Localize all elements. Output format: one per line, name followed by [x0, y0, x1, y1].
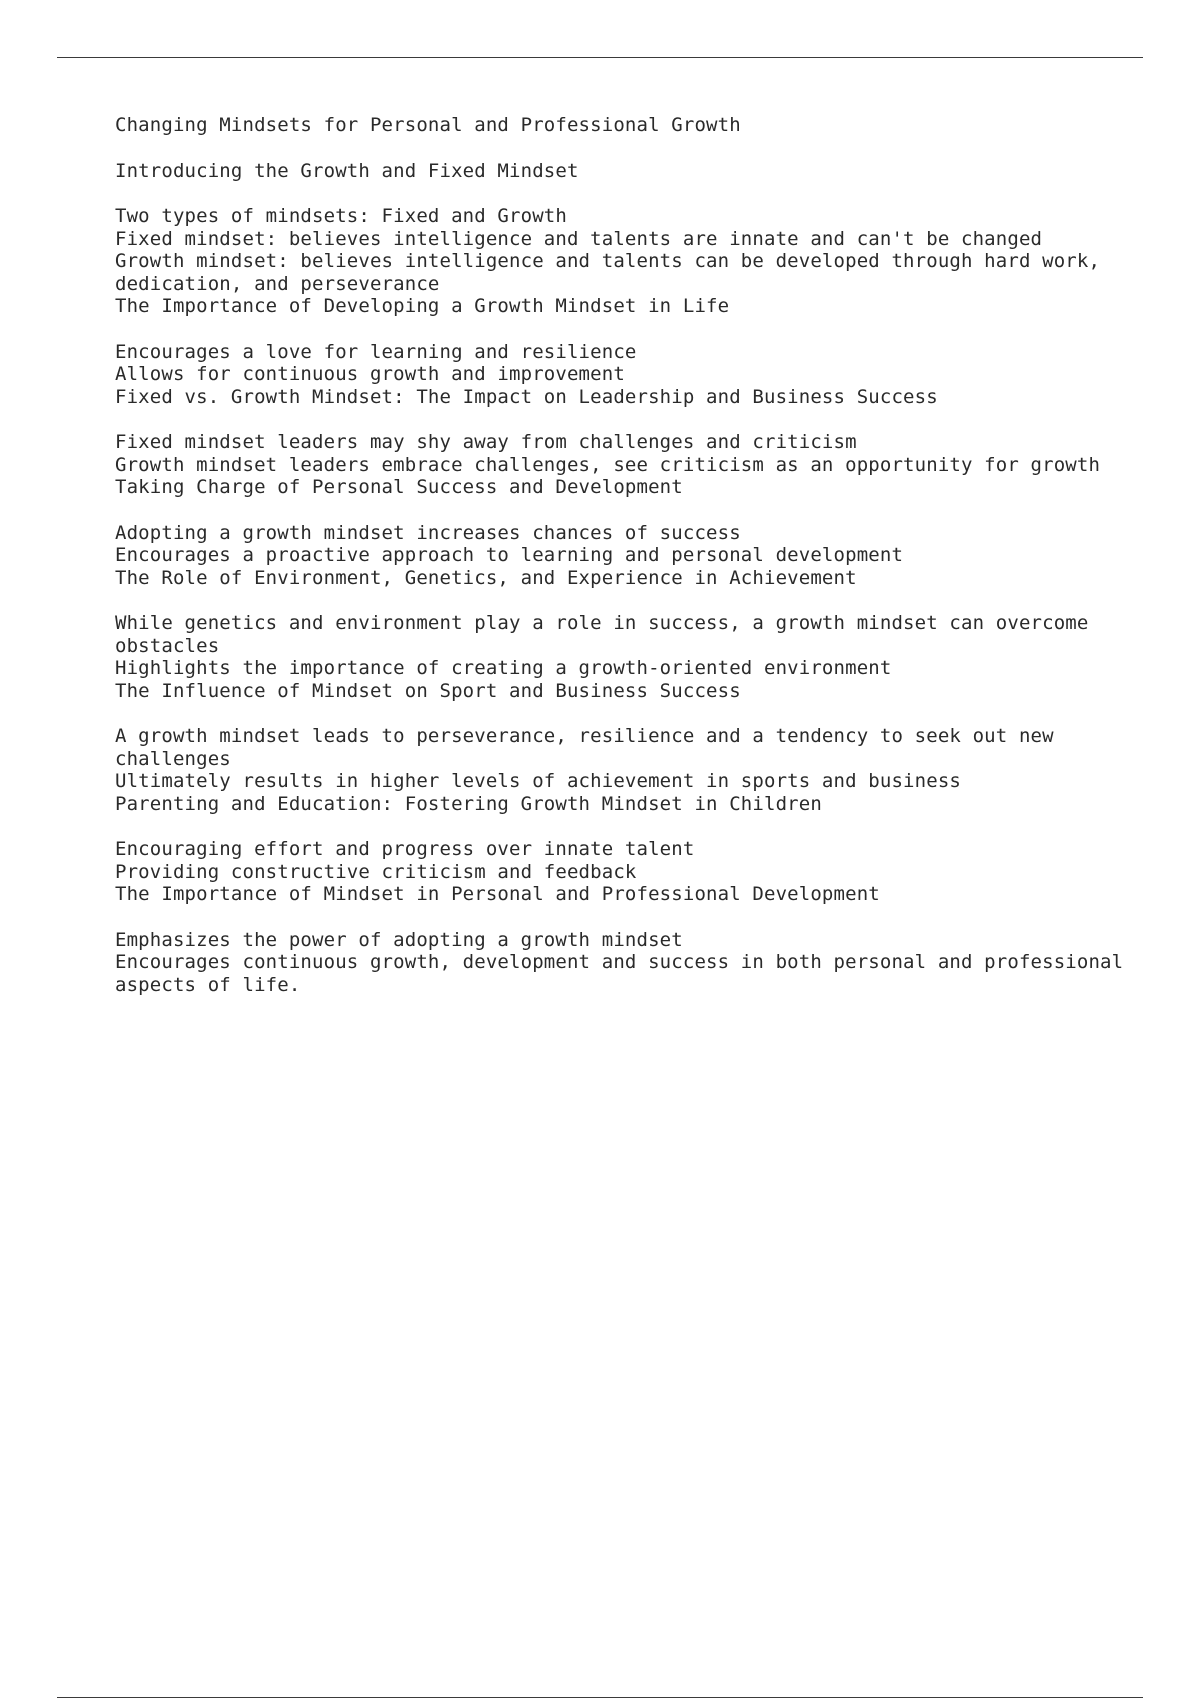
text-line: A growth mindset leads to perseverance, resilience and a tendency to seek out new challenges [115, 725, 1066, 770]
text-line: Growth mindset leaders embrace challenges, see criticism as an opportunity for growth [115, 453, 1101, 476]
header-rule [57, 57, 1143, 58]
section-heading: The Influence of Mindset on Sport and Business Success [115, 679, 741, 702]
section-heading: The Importance of Mindset in Personal and Professional Development [115, 883, 880, 905]
text-line: Encourages a love for learning and resilience [115, 340, 637, 363]
document-body [115, 114, 1135, 996]
text-line: Adopting a growth mindset increases chances of success [115, 521, 741, 544]
spacer [115, 702, 1125, 725]
section-sport-business [115, 725, 1125, 815]
section-growth-importance [115, 341, 1125, 409]
spacer [115, 906, 1125, 929]
document-title: Changing Mindsets for Personal and Professional Growth [115, 114, 741, 136]
text-line: Encouraging effort and progress over innate talent [115, 838, 695, 860]
spacer [115, 408, 1125, 431]
text-line: Fixed mindset: believes intelligence and talents are innate and can't be changed [115, 227, 1043, 250]
text-line: Emphasizes the power of adopting a growth mindset [115, 928, 683, 951]
text-line: Two types of mindsets: Fixed and Growth [115, 205, 567, 227]
text-line: Providing constructive criticism and feedback [115, 860, 637, 883]
footer-rule [57, 1697, 1143, 1698]
section-leadership [115, 431, 1125, 499]
section-conclusion [115, 928, 1135, 997]
section-personal-success [115, 522, 1125, 590]
text-line: Allows for continuous growth and improvement [115, 363, 625, 385]
text-line: Ultimately results in higher levels of achievement in sports and business [115, 770, 961, 792]
spacer [115, 499, 1125, 522]
text-line: Encourages continuous growth, development and success in both personal and professional aspects of life. [115, 951, 1135, 996]
text-line: Highlights the importance of creating a growth-oriented environment [115, 657, 892, 679]
section-heading: The Role of Environment, Genetics, and Experience in Achievement [115, 566, 857, 589]
spacer [115, 815, 1125, 838]
spacer [115, 589, 1125, 612]
section-mindset-types [115, 205, 1125, 318]
text-line: Fixed mindset leaders may shy away from challenges and criticism [115, 431, 857, 453]
section-heading: Parenting and Education: Fostering Growth Mindset in Children [115, 792, 822, 815]
section-environment-genetics [115, 612, 1125, 702]
section-heading: Taking Charge of Personal Success and Development [115, 476, 683, 498]
spacer [115, 137, 1125, 160]
section-heading: The Importance of Developing a Growth Mindset in Life [115, 295, 730, 317]
text-line: While genetics and environment play a role in success, a growth mindset can overcome obstacles [115, 612, 1101, 657]
spacer [115, 318, 1125, 341]
spacer [115, 182, 1125, 205]
section-parenting-education [115, 838, 1125, 906]
document-subtitle: Introducing the Growth and Fixed Mindset [115, 159, 579, 182]
text-line: Encourages a proactive approach to learning and personal development [115, 544, 904, 566]
section-heading: Fixed vs. Growth Mindset: The Impact on Leadership and Business Success [115, 385, 938, 408]
text-line: Growth mindset: believes intelligence and talents can be developed through hard work, dedication, and perseverance [115, 250, 1112, 295]
